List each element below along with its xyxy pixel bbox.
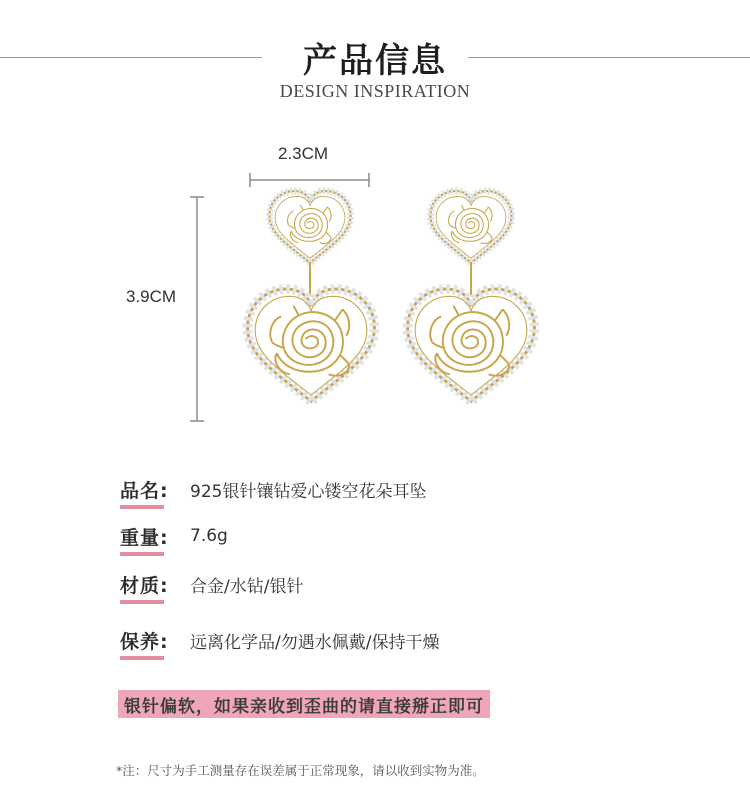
spec-label-text: 品名: xyxy=(120,479,169,502)
spec-value: 7.6g xyxy=(190,526,228,546)
spec-row-material xyxy=(120,569,303,599)
spec-value: 合金/水钻/银针 xyxy=(190,576,304,597)
spec-label-text: 保养: xyxy=(120,630,169,653)
label-underline xyxy=(120,656,164,660)
spec-label xyxy=(120,476,190,503)
spec-label xyxy=(120,523,190,550)
right-earring xyxy=(408,191,535,401)
spec-row-name xyxy=(120,474,426,504)
spec-label xyxy=(120,627,190,654)
spec-label xyxy=(120,571,190,598)
width-dimension-line xyxy=(250,173,369,187)
notice-banner: 银针偏软，如果亲收到歪曲的请直接掰正即可 xyxy=(118,690,490,718)
spec-label-text: 材质: xyxy=(120,574,169,597)
height-measurement-label: 3.9CM xyxy=(126,287,177,306)
section-subtitle: DESIGN INSPIRATION xyxy=(279,81,471,101)
section-title: 产品信息 xyxy=(303,41,447,81)
width-measurement-label: 2.3CM xyxy=(278,144,329,163)
spec-row-weight xyxy=(120,521,228,551)
footnote: *注：尺寸为手工测量存在误差属于正常现象，请以收到实物为准。 xyxy=(116,763,485,778)
height-dimension-line xyxy=(190,197,204,421)
label-underline xyxy=(120,552,164,556)
spec-label-text: 重量: xyxy=(120,526,169,549)
spec-value: 925银针镶钻爱心镂空花朵耳坠 xyxy=(190,481,427,502)
spec-value: 远离化学品/勿遇水佩戴/保持干燥 xyxy=(190,632,440,653)
label-underline xyxy=(120,600,164,604)
label-underline xyxy=(120,505,164,509)
left-earring xyxy=(248,191,375,401)
spec-row-care xyxy=(120,625,439,655)
